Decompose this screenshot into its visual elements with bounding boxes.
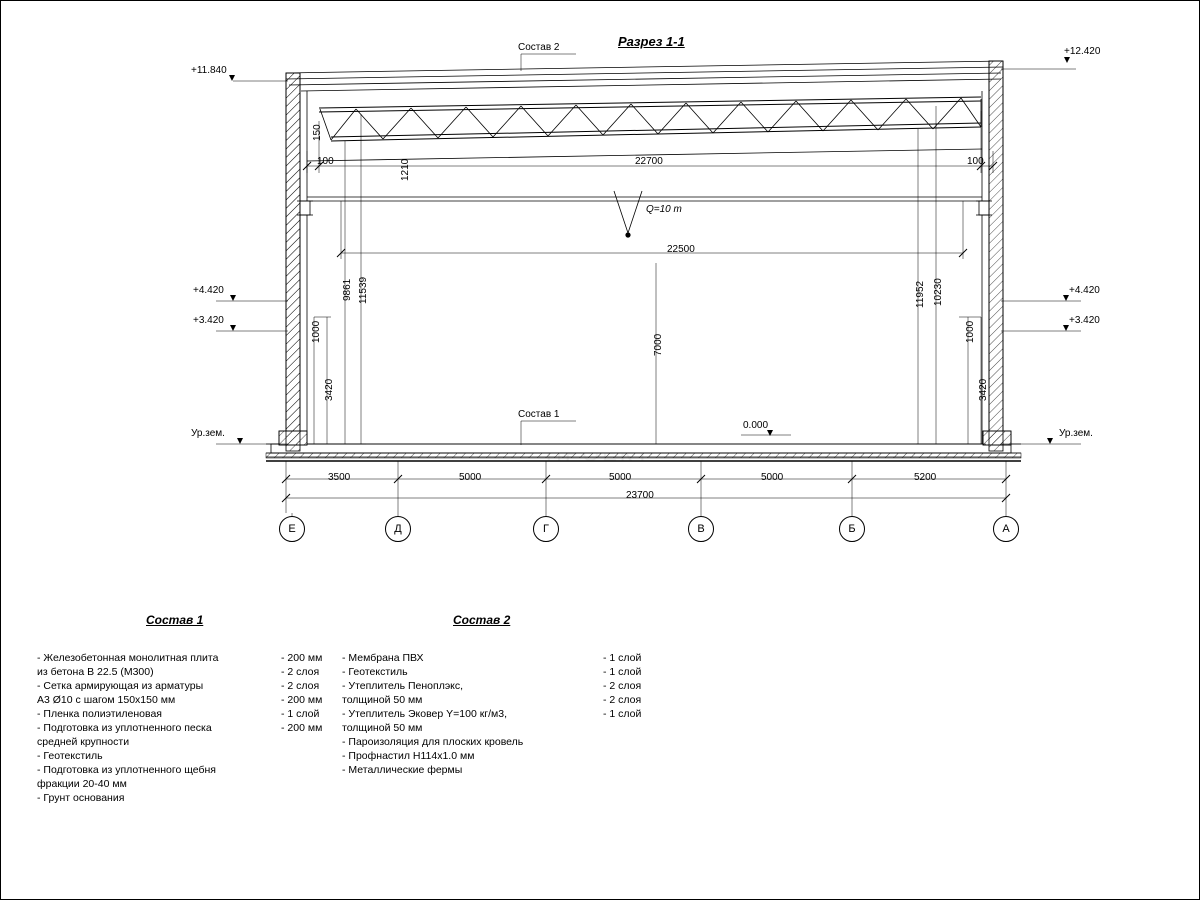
level-right-lower: +3.420: [1069, 315, 1100, 326]
composition1-qty: - 200 мм: [281, 722, 323, 734]
composition2-qty: - 1 слой: [603, 708, 642, 720]
composition1-qty: - 1 слой: [281, 708, 320, 720]
composition2-item: - Профнастил Н114х1.0 мм: [342, 750, 475, 762]
level-right-upper: +4.420: [1069, 285, 1100, 296]
composition2-title: Состав 2: [453, 613, 511, 627]
dim-height-10230: 10230: [933, 278, 944, 306]
level-arrow-right-lower: [1063, 325, 1069, 331]
level-left-upper: +4.420: [193, 285, 224, 296]
axis-bubble-b[interactable]: Б: [839, 516, 865, 542]
composition2-item: - Геотекстиль: [342, 666, 408, 678]
dim-height-7000: 7000: [653, 333, 664, 356]
drawing-title: Разрез 1-1: [618, 34, 685, 49]
dim-crane-span: 22500: [667, 244, 695, 255]
composition1-item: фракции 20-40 мм: [37, 778, 127, 790]
composition1-item: - Сетка армирующая из арматуры: [37, 680, 204, 692]
composition2-item: толщиной 50 мм: [342, 722, 423, 734]
level-arrow-left-lower: [230, 325, 236, 331]
composition2-item: - Утеплитель Эковер Y=100 кг/м3,: [342, 708, 508, 720]
composition1-qty: - 2 слоя: [281, 680, 320, 692]
composition2-item: толщиной 50 мм: [342, 694, 423, 706]
composition2-qty: - 1 слой: [603, 652, 642, 664]
composition1-qty: - 200 мм: [281, 652, 323, 664]
axis-bubble-a[interactable]: А: [993, 516, 1019, 542]
composition1-item: - Геотекстиль: [37, 750, 103, 762]
level-arrow-ground-right: [1047, 438, 1053, 444]
dim-right-offset: 100: [967, 156, 984, 167]
dim-truss-top: 150: [312, 124, 323, 141]
level-arrow-left-upper: [230, 295, 236, 301]
level-arrow-ground-left: [237, 438, 243, 444]
dim-height-11952: 11952: [915, 280, 926, 308]
composition1-item: - Железобетонная монолитная плита: [37, 652, 219, 664]
level-top-left: +11.840: [191, 65, 227, 76]
composition1-item: из бетона В 22.5 (М300): [37, 666, 154, 678]
dim-height-11539: 11539: [358, 276, 369, 304]
level-arrow-right-upper: [1063, 295, 1069, 301]
dim-col-seg-left: 1000: [311, 320, 322, 343]
composition1-item: - Подготовка из уплотненного песка: [37, 722, 212, 734]
level-top-right: +12.420: [1064, 46, 1101, 57]
composition2-item: - Металлические фермы: [342, 764, 463, 776]
dim-height-9861: 9861: [342, 278, 353, 301]
composition1-item: - Грунт основания: [37, 792, 125, 804]
composition2-qty: - 1 слой: [603, 666, 642, 678]
composition1-title: Состав 1: [146, 613, 204, 627]
composition1-item: А3 Ø10 с шагом 150х150 мм: [37, 694, 176, 706]
composition2-item: - Мембрана ПВХ: [342, 652, 424, 664]
composition1-item: - Подготовка из уплотненного щебня: [37, 764, 216, 776]
level-ground-left: Ур.зем.: [191, 428, 225, 439]
dim-col-base-left: 3420: [324, 378, 335, 401]
level-left-lower: +3.420: [193, 315, 224, 326]
composition2-item: - Утеплитель Пеноплэкс,: [342, 680, 464, 692]
dim-bay-4: 5000: [761, 472, 784, 483]
composition2-qty: - 2 слоя: [603, 680, 642, 692]
composition1-quantities: [281, 651, 322, 735]
composition2-items: [342, 651, 523, 777]
dim-left-offset: 100: [317, 156, 334, 167]
composition1-qty: - 200 мм: [281, 694, 323, 706]
dim-col-seg-right: 1000: [965, 320, 976, 343]
level-arrow-zero: [767, 430, 773, 436]
callout-composition1: Состав 1: [518, 409, 560, 420]
level-arrow-top-right: [1064, 57, 1070, 63]
dim-bay-5: 5200: [914, 472, 937, 483]
composition2-item: - Пароизоляция для плоских кровель: [342, 736, 524, 748]
level-zero: 0.000: [743, 420, 769, 431]
composition1-item: средней крупности: [37, 736, 130, 748]
composition1-qty: - 2 слоя: [281, 666, 320, 678]
axis-bubble-d[interactable]: Д: [385, 516, 411, 542]
dim-truss-span: 22700: [635, 156, 663, 167]
dim-truss-depth: 1210: [400, 158, 411, 181]
axis-bubble-e[interactable]: Е: [279, 516, 305, 542]
dim-bay-1: 3500: [328, 472, 351, 483]
level-arrow-top-left: [229, 75, 235, 81]
composition1-items: [37, 651, 218, 805]
callout-composition2: Состав 2: [518, 42, 560, 53]
dim-bay-3: 5000: [609, 472, 632, 483]
dim-col-base-right: 3420: [978, 378, 989, 401]
composition2-quantities: [603, 651, 641, 721]
axis-bubble-v[interactable]: В: [688, 516, 714, 542]
axis-bubble-g[interactable]: Г: [533, 516, 559, 542]
dim-total-span: 23700: [626, 490, 654, 501]
dim-bay-2: 5000: [459, 472, 482, 483]
composition1-item: - Пленка полиэтиленовая: [37, 708, 162, 720]
crane-capacity-label: Q=10 т: [646, 204, 682, 215]
composition2-qty: - 2 слоя: [603, 694, 642, 706]
level-ground-right: Ур.зем.: [1059, 428, 1093, 439]
